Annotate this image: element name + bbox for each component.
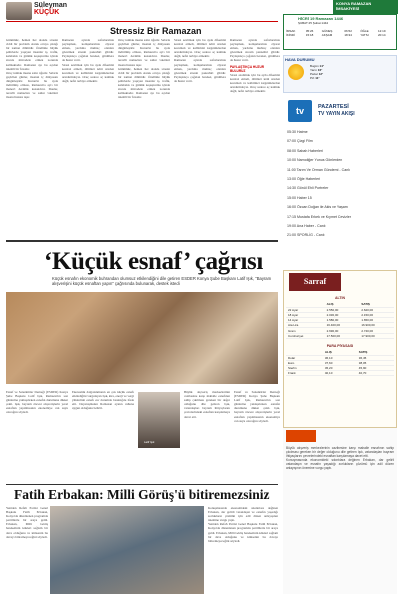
column-text-3 xyxy=(118,38,170,238)
prayer-time: 18:34 xyxy=(344,33,352,37)
column-paragraph: Stresi azaltmak için bu ayda öfkemizi kontrol etmeli, dilimizi kötü sözden korumalı ve kalbimizi kırgınlıklardan arındırmalıyız. Oruç sadece aç kalmak değil, nefsi terbiye etmektir. xyxy=(230,72,280,94)
main-headline: ‘Küçük esnaf’ çağrısı xyxy=(44,248,263,275)
column-paragraph: Ramazan ayında sofralarımızı paylaşmak, komşularımızı ziyaret etmek, yardıma muhtaç olanları gözetmek stresin panzehiri gibidir. Paylaştıkça çoğalan bereket, gönüllere de huzur verir. xyxy=(174,58,226,83)
gold-row: Cumhuriyet 17.500,00 17.900,00 xyxy=(286,333,394,338)
second-text-1 xyxy=(6,506,48,594)
tv-schedule-item: 07:00 Çizgi Film xyxy=(287,139,313,144)
weather-row: Yarın 16° xyxy=(310,68,323,72)
main-paragraph: Esnaf ve Sanatkârlar Derneği (ESDER) Konya Şube Başkanı Latif Işık, Ramazan'ın son günlerine yaklaşılırken esnafın durumuna dikkat çekti. Işık, bayram öncesi alışverişlerin yerel esnaftan yapılmasının ekonomiye can suyu olacağını söyledi. xyxy=(234,390,280,423)
prayer-times-title: HİCRİ 19 Ramazan 1446 xyxy=(298,16,344,21)
column-text-5 xyxy=(230,38,280,238)
tv-schedule-title: TV YAYIN AKIŞI xyxy=(318,111,355,117)
tv-schedule-list xyxy=(287,128,395,241)
tv-schedule-item: 14:30 Gönül Ehli Portreler xyxy=(287,186,329,191)
prayer-label: YATSI xyxy=(360,33,369,37)
weather-title: HAVA DURUMU xyxy=(285,57,315,62)
prayer-time: 20:14 xyxy=(378,33,386,37)
main-paragraph: Büyük alışveriş merkezlerinin cazibesine karşı mahalle esnafının sahip çıkılması gereken bir değer olduğunu dile getiren Işık, vatandaşları bayram ihtiyaçlarını çevrelerindeki esnaftan karşılamaya davet etti. xyxy=(184,390,230,419)
prayer-label: İKİNDİ xyxy=(286,33,295,37)
prayer-time: 15:18 xyxy=(305,33,314,37)
tv-schedule-day: PAZARTESİ xyxy=(318,104,349,110)
column-paragraph: Stresi azaltmak için bu ayda öfkemizi kontrol etmeli, dilimizi kötü sözden korumalı ve kalbimizi kırgınlıklardan arındırmalıyız. Oruç sadece aç kalmak değil, nefsi terbiye etmektir. xyxy=(174,38,226,59)
prayer-time: 05:26 xyxy=(305,29,314,33)
column-paragraph: Günümüz, hemen her alanda stresin ciddi bir problem olarak ortaya çıktığı bir zaman dilimidir. Özellikle büyük şehirlerde yaşayan insanlar iş, trafik, kalabalık ve günlük koşuşturma içinde stresle mücadele etmek zorunda kalmaktadır. Ramazan ayı bu açıdan önemli bir fırsattır. xyxy=(6,38,58,71)
erbakan-photo xyxy=(50,506,204,594)
second-headline: Fatih Erbakan: Milli Görüş'ü bitiremezsiniz xyxy=(14,487,270,502)
prayer-time: 06:52 xyxy=(344,29,352,33)
fx-row: Euro 37,60 38,05 xyxy=(286,360,394,365)
gold-row: 14 Ayar 1.580,00 1.650,00 xyxy=(286,318,394,323)
prayer-label: ÖĞLE xyxy=(360,29,369,33)
tv-schedule-item: 05:30 Hatme xyxy=(287,130,308,134)
author-first-name: Süleyman xyxy=(34,2,68,9)
advert-text: Büyük alışveriş merkezlerinin cazibesine karşı mahalle esnafının sahip çıkılması gereken bir değer olduğunu dile getiren Işık, vatandaşları bayram ihtiyaçlarını çevrelerindeki esnaftan karşılamaya davet etti. Konuşmasında ekonomideki sıkıntılara değinen Erbakan, dar gelirli vatandaşın ve esnafın yaşadığı zorlukların çözümü için adil düzen anlayışının önemine vurgu yaptı. xyxy=(286,446,394,471)
main-paragraph: Ekonomik dalgalanmanın en çok küçük esnafı etkilediğini vurgulayan Işık, kira, enerji ve vergi yüklerinin esnafı zor durumda bıraktığını ifade etti. Dayanışmanın Ramazan ayının ruhuna uygun olduğunu belirtti. xyxy=(72,390,134,411)
section-divider xyxy=(6,484,278,485)
prayer-time: 12:19 xyxy=(378,29,386,33)
prayer-label: İMSAK xyxy=(286,29,296,33)
fx-row: Sterlin 45,20 45,90 xyxy=(286,366,394,371)
gold-header: ALTIN xyxy=(334,296,346,300)
gold-row: Ata Lira 16.400,00 16.900,00 xyxy=(286,323,394,328)
prayer-label: GÜNEŞ xyxy=(321,29,333,33)
author-photo xyxy=(6,2,32,20)
tv-schedule-item: 11:00 Tarım Ve Orman Gündemi - Canlı xyxy=(287,167,350,172)
photo-caption: Latif Işık xyxy=(144,440,155,444)
column-text-1 xyxy=(6,38,58,238)
section-divider xyxy=(6,240,278,242)
tv-logo-icon: tv xyxy=(288,100,312,122)
second-paragraph: Yeniden Refah Partisi Genel Başkanı Fatih Erbakan, Konya'da düzenlenen programda partililerle bir araya geldi. Erbakan, Milli Görüş hareketinin kökleri sağlam bir dava olduğunu ve kimsenin bu davayı bitiremeyeceğini söyledi. xyxy=(6,506,48,539)
fx-row: Frank 40,10 40,70 xyxy=(286,371,394,376)
second-text-2 xyxy=(208,506,278,594)
konya-ramazan-badge: KONYA RAMAZAN İMSAKİYESİ xyxy=(333,0,398,14)
gold-row: 18 Ayar 2.030,00 2.150,00 xyxy=(286,312,394,317)
main-paragraph: Esnaf ve Sanatkârlar Derneği (ESDER) Konya Şube Başkanı Latif Işık, Ramazan'ın son günlerine yaklaşılırken esnafın durumuna dikkat çekti. Işık, bayram öncesi alışverişlerin yerel esnaftan yapılmasının ekonomiye can suyu olacağını söyledi. xyxy=(6,390,68,415)
column-text-4 xyxy=(174,38,226,238)
weather-forecast xyxy=(310,64,394,80)
tv-schedule-item: 16:00 Özcan Doğan ile Akis ve Yaşam xyxy=(287,205,348,210)
gold-row: Gram 2.690,00 2.740,00 xyxy=(286,328,394,333)
tv-schedule-item: 15:00 Haber 15 xyxy=(287,195,312,200)
column-paragraph: Günümüz, hemen her alanda stresin ciddi bir problem olarak ortaya çıktığı bir zaman dilimidir. Özellikle büyük şehirlerde yaşayan insanlar iş, trafik, kalabalık ve günlük koşuşturma içinde stresle mücadele etmek zorunda kalmaktadır. Ramazan ayı bu açıdan önemli bir fırsattır. xyxy=(118,66,170,100)
weather-row: Pzt 11° xyxy=(310,76,320,80)
column-paragraph: Ramazan ayında sofralarımızı paylaşmak, komşularımızı ziyaret etmek, yardıma muhtaç olanları gözetmek stresin panzehiri gibidir. Paylaştıkça çoğalan bereket, gönüllere de huzur verir. xyxy=(230,38,280,63)
prayer-label: AKŞAM xyxy=(321,33,333,37)
prayer-times-subtitle: ŞUBAT 25 Şubat 1444 xyxy=(298,21,329,25)
main-story-photo xyxy=(6,292,278,384)
main-text-4 xyxy=(234,390,280,482)
prayer-times-table xyxy=(286,29,394,37)
sun-icon xyxy=(288,64,304,80)
weather-row: Pazar 12° xyxy=(310,72,324,76)
column-paragraph: Stresi azaltmak için bu ayda öfkemizi kontrol etmeli, dilimizi kötü sözden korumalı ve kalbimizi kırgınlıklardan arındırmalıyız. Oruç sadece aç kalmak değil, nefsi terbiye etmektir. xyxy=(62,62,114,83)
fx-table: ALIŞ SATIŞ Dolar 36,10 36,45 Euro 37,60 38,05 Sterlin 45,20 45,90 Frank 40,10 40,70 xyxy=(286,350,394,376)
tv-schedule-item: 21:00 SPORLİG - Canlı xyxy=(287,233,325,238)
gold-prices-box xyxy=(283,270,397,428)
fx-row: Dolar 36,10 36,45 xyxy=(286,355,394,360)
column-paragraph: Ramazan ayında sofralarımızı paylaşmak, komşularımızı ziyaret etmek, yardıma muhtaç olanları gözetmek stresin panzehiri gibidir. Paylaştıkça çoğalan bereket, gönüllere de huzur verir. xyxy=(62,38,114,63)
tv-schedule-item: 10:00 Namıdiğer Yunus Gönlerden xyxy=(287,158,343,163)
weather-row: Bugün 14° xyxy=(310,64,325,68)
author-last-name: KÜÇÜK xyxy=(34,9,60,16)
header-rule xyxy=(6,21,278,22)
column-text-2 xyxy=(62,38,114,238)
sarraf-logo: Sarraf xyxy=(289,273,341,291)
fx-header: PARA PİYASASI xyxy=(326,344,354,348)
column-title: Stressiz Bir Ramazan xyxy=(110,26,202,36)
gold-row: 22 Ayar 2.550,00 2.620,00 xyxy=(286,307,394,312)
tv-schedule-item: 08:00 Sabah Haberleri xyxy=(287,148,323,153)
tv-schedule-item: 19:00 Ana Haber - Canlı xyxy=(287,224,326,229)
advert-logo xyxy=(286,430,316,442)
main-subhead: Küçük esnafın ekonomik buhrandan olumsuz etkilendiğini dile getiren ESDER Konya Şube Başkanı Latif Işık, "Bayram alışverişini küçük esnaftan yapın" çağrısında bulunarak, destek istedi xyxy=(52,276,272,287)
column-paragraph: Oruç tutmak insana sabrı öğretir. Sabırla geçirilen günler, insanın iç dünyasını dinginleştirir. Kuran'ın bu ayda indirilmiş olması, Ramazan'a ayrı bir manevi derinlik kazandırır. Dualar, teravih namazları ve sahur vakitleri insanı huzura taşır. xyxy=(118,38,170,67)
main-text-3 xyxy=(184,390,230,482)
gold-table: ALIŞ SATIŞ 22 Ayar 2.550,00 2.620,00 18 Ayar 2.030,00 2.150,00 14 Ayar 1.580,00 1.650,00 Ata Lira 16.400,00 16.900,00 Gram 2.690,00 2.740,00 Cumhuriyet 17.500,00 17.900,00 xyxy=(286,302,394,339)
column-highlight: PAYLAŞTIKÇA HUZUR BULURUZ xyxy=(230,64,265,73)
column-paragraph: Oruç tutmak insana sabrı öğretir. Sabırla geçirilen günler, insanın iç dünyasını dinginleştirir. Kuran'ın bu ayda indirilmiş olması, Ramazan'a ayrı bir manevi derinlik kazandırır. Dualar, teravih namazları ve sahur vakitleri insanı huzura taşır. xyxy=(6,70,58,100)
main-text-2 xyxy=(72,390,134,482)
main-text-1 xyxy=(6,390,68,482)
second-paragraph: Konuşmasında ekonomideki sıkıntılara değinen Erbakan, dar gelirli vatandaşın ve esnafın yaşadığı zorlukların çözümü için adil düzen anlayışının önemine vurgu yaptı. xyxy=(208,506,278,523)
tv-schedule-item: 13:00 Öğle Haberleri xyxy=(287,177,321,182)
second-paragraph: Yeniden Refah Partisi Genel Başkanı Fatih Erbakan, Konya'da düzenlenen programda partililerle bir araya geldi. Erbakan, Milli Görüş hareketinin kökleri sağlam bir dava olduğunu ve kimsenin bu davayı bitiremeyeceğini söyledi. xyxy=(208,522,278,543)
tv-schedule-item: 17:15 Mustafa Erkek ve Kıymet Cevizler xyxy=(287,214,351,219)
